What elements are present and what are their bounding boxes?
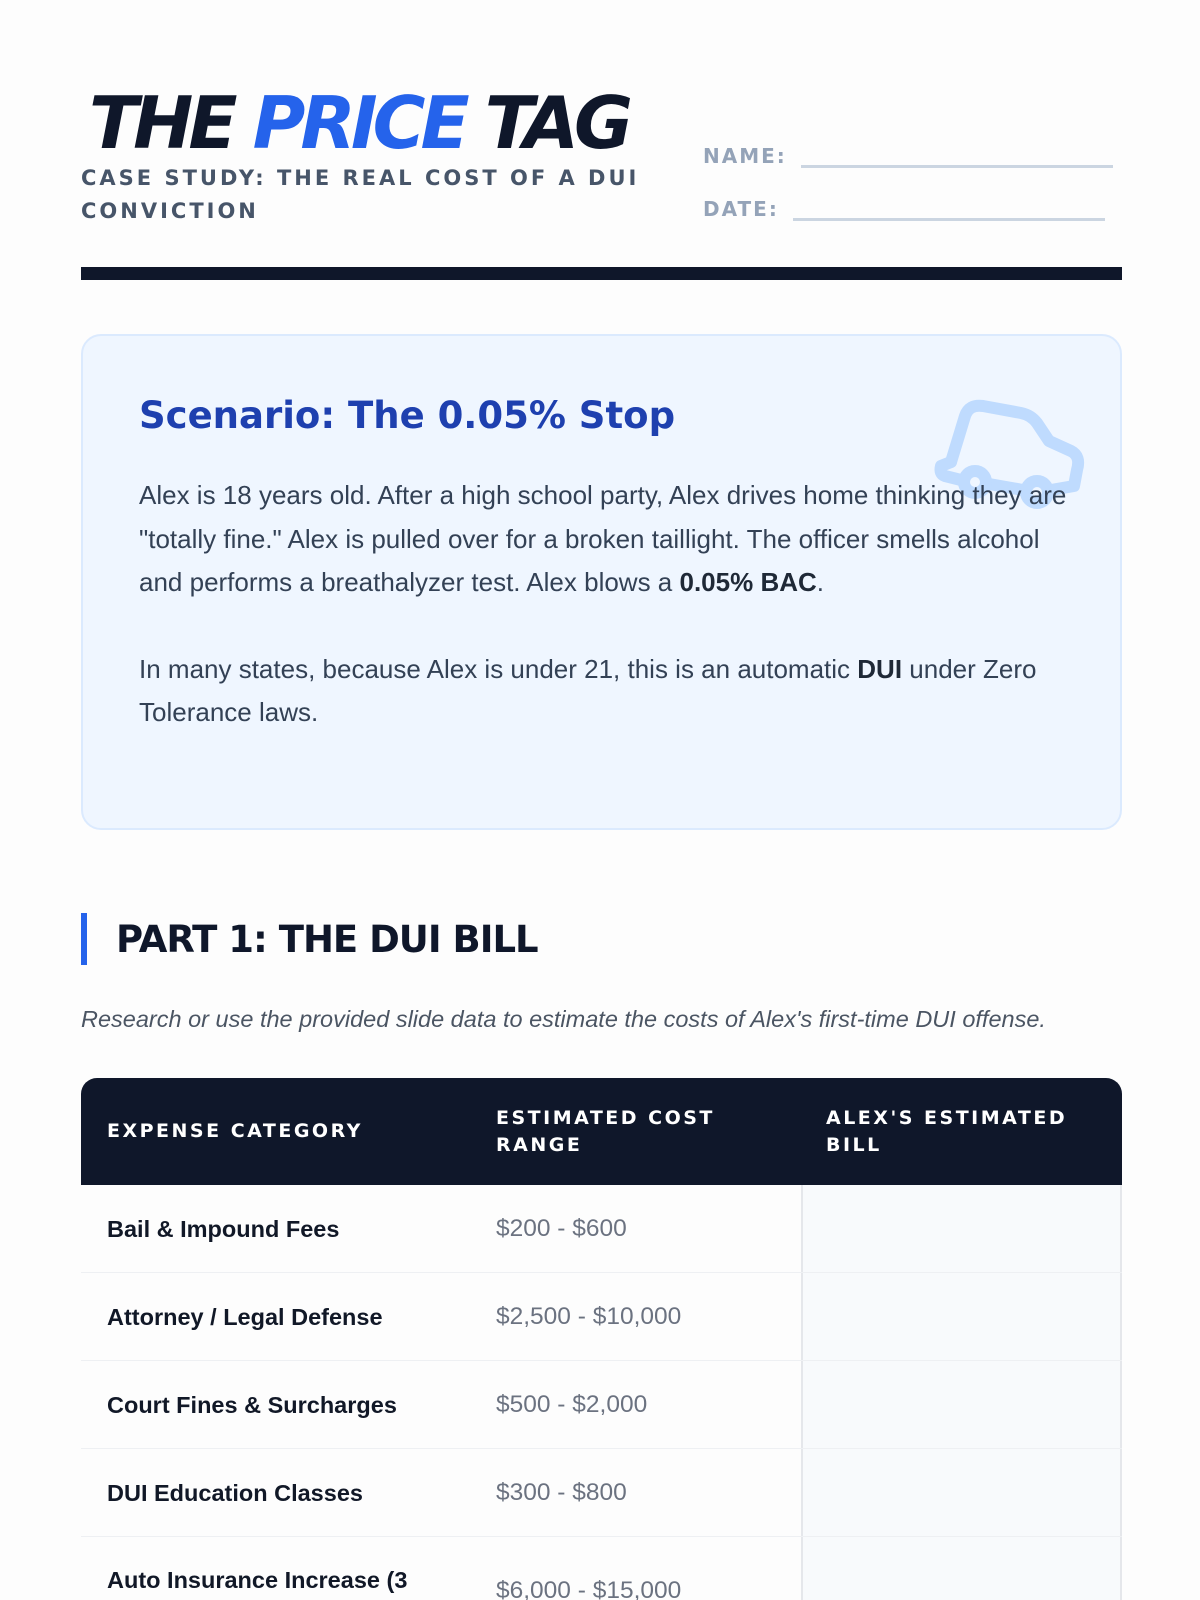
scenario-p1-bold: 0.05% BAC [679, 567, 817, 597]
bill-input-cell[interactable] [826, 1361, 1086, 1449]
cost-range: $200 - $600 [496, 1215, 627, 1242]
table-row [81, 1449, 1122, 1537]
worksheet-header [81, 0, 1122, 282]
scenario-body [139, 474, 1069, 735]
table-row [81, 1273, 1122, 1361]
header-alex-estimated-bill: ALEX'S ESTIMATED BILL [826, 1106, 1068, 1156]
table-header [81, 1078, 1122, 1185]
title-part-1: THE [89, 81, 253, 165]
part-1-accent-bar [81, 913, 87, 965]
header-expense-category: EXPENSE CATEGORY [107, 1120, 363, 1142]
bill-input-cell[interactable] [826, 1449, 1086, 1537]
expense-category: Bail & Impound Fees [107, 1215, 340, 1242]
name-label: NAME: [703, 144, 787, 168]
name-field[interactable] [801, 138, 1113, 168]
scenario-p2-bold: DUI [857, 653, 903, 684]
table-row [81, 1537, 1122, 1600]
table-row [81, 1185, 1122, 1273]
scenario-p2-end: under Zero Tolerance laws. [139, 653, 1037, 727]
scenario-p1-text: Alex is 18 years old. After a high school party, Alex drives home thinking they are "totally fine." Alex is pulled over for a broken taillight. The officer smells alcohol and performs a breathalyzer test. Alex blows a [139, 480, 1067, 597]
worksheet-page [81, 0, 1122, 1600]
scenario-p1-end: . [816, 567, 825, 597]
scenario-title: Scenario: The 0.05% Stop [139, 394, 676, 437]
part-1-instructions: Research or use the provided slide data to estimate the costs of Alex's first-time DUI offense. [81, 1006, 1046, 1032]
cost-range: $300 - $800 [496, 1479, 627, 1506]
cost-range: $6,000 - $15,000 [496, 1577, 682, 1600]
date-label: DATE: [703, 197, 779, 221]
date-field[interactable] [793, 191, 1105, 221]
scenario-paragraph-2 [139, 648, 1069, 735]
cost-range: $500 - $2,000 [496, 1391, 648, 1418]
header-divider [81, 267, 1122, 280]
title-part-2: TAG [464, 81, 629, 165]
table-body [81, 1185, 1122, 1600]
table-row [81, 1361, 1122, 1449]
expense-category: DUI Education Classes [107, 1479, 363, 1506]
name-field-row [703, 138, 1113, 168]
expense-category: Attorney / Legal Defense [107, 1303, 383, 1330]
dui-bill-table [81, 1078, 1122, 1600]
bill-input-cell[interactable] [826, 1273, 1086, 1361]
expense-category: Court Fines & Surcharges [107, 1391, 397, 1418]
part-1-heading [81, 913, 538, 965]
part-1-title: PART 1: THE DUI BILL [116, 917, 538, 961]
cost-range: $2,500 - $10,000 [496, 1303, 682, 1330]
bill-input-cell[interactable] [826, 1537, 1086, 1600]
bill-input-cell[interactable] [826, 1185, 1086, 1273]
scenario-paragraph-1 [139, 474, 1069, 605]
title-accent: PRICE [252, 81, 465, 165]
date-field-row [703, 191, 1105, 221]
scenario-p2-text: In many states, because Alex is under 21, this is an automatic [139, 653, 858, 684]
page-title [89, 78, 628, 168]
header-estimated-cost-range: ESTIMATED COST RANGE [496, 1106, 715, 1156]
scenario-card [81, 334, 1122, 830]
expense-category: Auto Insurance Increase (3 [107, 1567, 408, 1593]
page-subtitle: CASE STUDY: THE REAL COST OF A DUI CONVICTION [81, 166, 640, 223]
